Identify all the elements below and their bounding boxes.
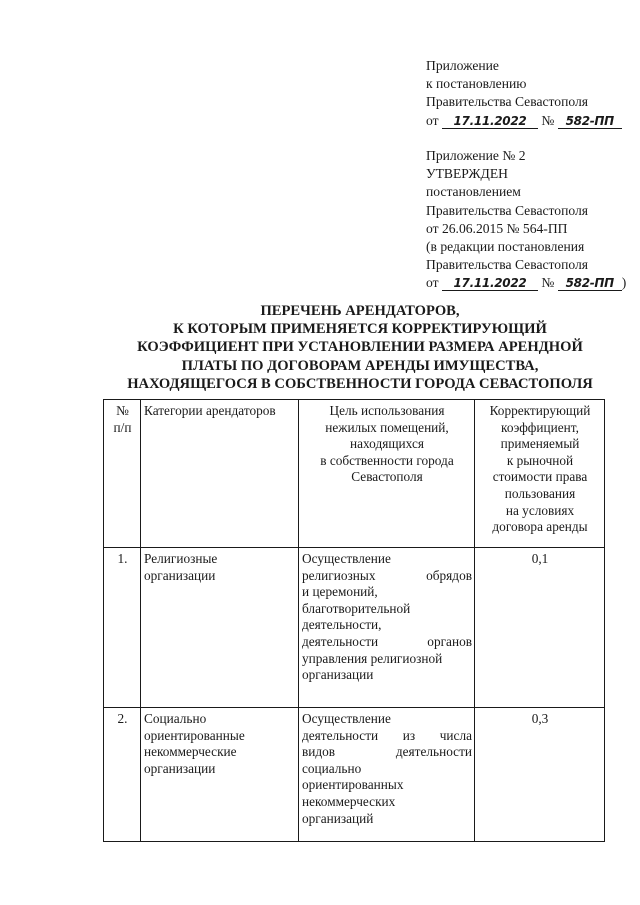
header-text: применяемый: [500, 436, 580, 452]
cell-text: деятельности органов: [302, 633, 472, 649]
appendix2-line: Приложение № 2: [426, 148, 526, 163]
ot-label: от: [426, 275, 439, 291]
header-text: договора аренды: [492, 519, 588, 535]
cell-text: социально: [302, 760, 362, 776]
table-row: [104, 548, 605, 708]
header-text: пользования: [504, 485, 576, 501]
row-category: [141, 548, 299, 708]
cell-text: Религиозные: [144, 551, 218, 566]
appendix2-line: постановлением: [426, 184, 521, 200]
cell-text: организации: [144, 760, 216, 776]
appendix2-line: УТВЕРЖДЕН: [426, 166, 508, 182]
cell-text: Социально: [144, 711, 207, 726]
row-purpose: [299, 548, 475, 708]
cell-text: благотворительной: [302, 600, 411, 616]
row-num: 2.: [104, 708, 141, 842]
close-paren: ): [621, 275, 627, 291]
row-coef: 0,1: [475, 548, 605, 708]
handwritten-date: 17.11.2022: [442, 276, 538, 291]
title-line: КОЭФФИЦИЕНТ ПРИ УСТАНОВЛЕНИИ РАЗМЕРА АРЕНДНОЙ: [137, 339, 583, 356]
cell-text: организации: [302, 667, 374, 683]
appendix2-line: Правительства Севастополя: [426, 257, 589, 273]
title-line: К КОТОРЫМ ПРИМЕНЯЕТСЯ КОРРЕКТИРУЮЩИЙ: [173, 321, 547, 338]
cell-text: и церемоний,: [302, 584, 378, 600]
header-purpose: [299, 400, 475, 548]
header-text: к рыночной: [506, 452, 574, 468]
appendix-line: Приложение: [426, 58, 499, 73]
document-title: [100, 302, 620, 393]
appendix-block: [426, 57, 631, 130]
row-coef: 0,3: [475, 708, 605, 842]
handwritten-number: 582-ПП: [558, 276, 622, 291]
appendix2-block: [426, 147, 631, 293]
title-line: ПЕРЕЧЕНЬ АРЕНДАТОРОВ,: [260, 303, 460, 319]
header-num: [104, 400, 141, 548]
header-text: коэффициент,: [501, 419, 579, 435]
cell-text: видов деятельности: [302, 744, 472, 760]
cell-text: религиозных обрядов: [302, 567, 472, 583]
row-purpose: [299, 708, 475, 842]
row-category: [141, 708, 299, 842]
ot-label: от: [426, 112, 439, 128]
header-category: [141, 400, 299, 548]
header-coef: [475, 400, 605, 548]
cell-text: организаций: [302, 810, 374, 826]
header-text: на условиях: [505, 502, 575, 518]
header-text: Севастополя: [351, 469, 423, 485]
header-text: находящихся: [350, 436, 424, 452]
appendix-line: к постановлению: [426, 76, 527, 92]
tenants-table: [103, 399, 605, 842]
cell-text: ориентированные: [144, 727, 245, 743]
header-text: нежилых помещений,: [325, 419, 449, 435]
cell-text: некоммерческих: [302, 793, 396, 809]
title-line: НАХОДЯЩЕГОСЯ В СОБСТВЕННОСТИ ГОРОДА СЕВАСТОПОЛЯ: [127, 375, 593, 392]
row-num: 1.: [104, 548, 141, 708]
appendix2-line: от 26.06.2015 № 564-ПП: [426, 220, 568, 236]
cell-text: управления религиозной: [302, 650, 443, 666]
cell-text: некоммерческие: [144, 744, 237, 760]
header-text: Категории арендаторов: [144, 403, 276, 418]
cell-text: Осуществление: [302, 711, 391, 726]
header-text: Корректирующий: [489, 403, 591, 418]
header-text: Цель использования: [329, 403, 445, 418]
cell-text: Осуществление: [302, 551, 391, 566]
appendix2-line: Правительства Севастополя: [426, 202, 589, 218]
table-row: [104, 708, 605, 842]
header-text: стоимости права: [492, 469, 588, 485]
title-line: ПЛАТЫ ПО ДОГОВОРАМ АРЕНДЫ ИМУЩЕСТВА,: [181, 357, 539, 374]
cell-text: организации: [144, 567, 216, 583]
number-sign: №: [541, 112, 555, 128]
appendix2-line: (в редакции постановления: [426, 239, 585, 255]
handwritten-date: 17.11.2022: [442, 114, 538, 129]
header-text: п/п: [113, 419, 132, 435]
header-text: в собственности города: [320, 452, 454, 468]
cell-text: деятельности,: [302, 617, 382, 633]
handwritten-number: 582-ПП: [558, 114, 622, 129]
header-text: №: [116, 403, 129, 418]
appendix-date-line: [426, 112, 631, 130]
cell-text: деятельности из числа: [302, 727, 472, 743]
table-header-row: [104, 400, 605, 548]
appendix2-date-line: [426, 274, 631, 292]
appendix-line: Правительства Севастополя: [426, 94, 589, 110]
cell-text: ориентированных: [302, 777, 404, 793]
number-sign: №: [541, 275, 555, 291]
